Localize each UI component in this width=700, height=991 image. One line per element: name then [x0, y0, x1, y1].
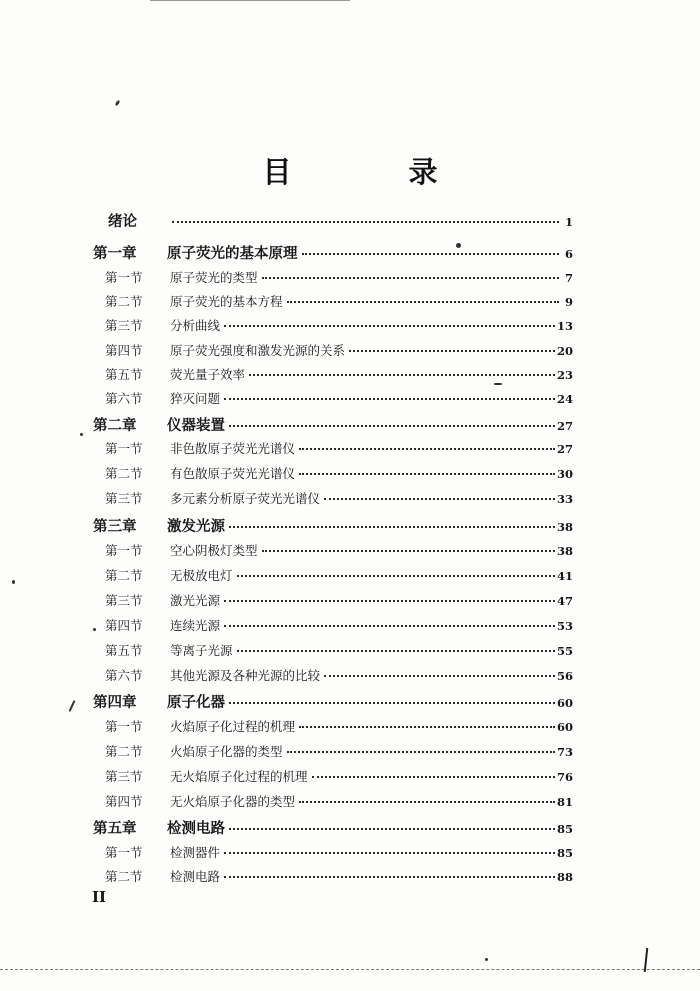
dot-leader [299, 438, 555, 450]
dot-leader [224, 842, 555, 854]
entry-label: 第二节 [105, 568, 143, 583]
page-number: 41 [556, 569, 573, 583]
page-number: 27 [556, 419, 573, 433]
page-number: 13 [556, 319, 573, 333]
toc-entry-section [105, 566, 573, 590]
page-number: 85 [556, 846, 573, 860]
entry-label: 第四章 [93, 695, 137, 711]
toc-entry-section [105, 767, 573, 791]
entry-label: 第二节 [105, 466, 143, 481]
entry-label: 第一节 [105, 543, 143, 558]
dot-leader [224, 388, 555, 400]
dot-leader [237, 640, 555, 652]
dot-leader [312, 766, 555, 778]
page-number: 23 [556, 368, 573, 382]
entry-title: 仪器装置 [167, 418, 225, 434]
entry-title: 非色散原子荧光光谱仪 [170, 441, 296, 456]
entry-title: 原子荧光强度和激发光源的关系 [170, 343, 346, 358]
toc-entry-section [105, 268, 573, 292]
page-number: 85 [556, 822, 573, 836]
entry-label: 第三节 [105, 318, 143, 333]
top-edge-rule [150, 0, 350, 1]
page-number: 24 [556, 392, 573, 406]
dot-leader [299, 791, 555, 803]
entry-title: 荧光量子效率 [170, 367, 246, 382]
entry-title: 原子荧光的基本方程 [170, 294, 283, 309]
scan-speck [69, 700, 76, 712]
dot-leader [229, 415, 555, 427]
dot-leader [324, 488, 555, 500]
entry-label: 第一节 [105, 845, 143, 860]
entry-label: 第一章 [93, 246, 137, 262]
dot-leader [237, 565, 555, 577]
entry-label: 第六节 [105, 668, 143, 683]
dot-leader [224, 315, 555, 327]
entry-label: 第五节 [105, 367, 143, 382]
scan-speck [456, 243, 461, 248]
scan-speck [12, 580, 15, 584]
page-number: 73 [556, 745, 573, 759]
scan-speck [115, 100, 121, 107]
entry-label: 第二章 [93, 418, 137, 434]
toc-entry-section [105, 464, 573, 488]
entry-label: 第二节 [105, 869, 143, 884]
dot-leader [299, 716, 555, 728]
toc-entry-section [105, 341, 573, 365]
scan-speck [93, 628, 96, 631]
dot-leader [287, 291, 559, 303]
entry-label: 第五节 [105, 643, 143, 658]
dot-leader [262, 540, 555, 552]
toc-entry-chapter [93, 691, 573, 715]
entry-title: 检测电路 [167, 821, 225, 837]
toc-entry-section [105, 489, 573, 513]
page-number: 47 [556, 594, 573, 608]
entry-title: 猝灭问题 [170, 391, 221, 406]
page-number: 20 [556, 344, 573, 358]
entry-title: 空心阴极灯类型 [170, 543, 258, 558]
entry-label: 第一节 [105, 270, 143, 285]
dot-leader [299, 463, 555, 475]
dot-leader [249, 364, 555, 376]
toc-entry-section [105, 641, 573, 665]
entry-label: 第四节 [105, 794, 143, 809]
dot-leader [224, 590, 555, 602]
entry-title: 多元素分析原子荧光光谱仪 [170, 491, 321, 506]
page-number: 27 [556, 442, 573, 456]
dot-leader [229, 818, 555, 830]
entry-label: 第五章 [93, 821, 137, 837]
dot-leader [229, 516, 555, 528]
toc-entry-section [105, 292, 573, 316]
entry-title: 火焰原子化器的类型 [170, 744, 283, 759]
entry-title: 激光光源 [170, 593, 221, 608]
toc-entry-section [105, 867, 573, 891]
entry-label: 第二节 [105, 744, 143, 759]
dot-leader [172, 211, 559, 223]
entry-title: 连续光源 [170, 618, 221, 633]
entry-label: 第三节 [105, 491, 143, 506]
entry-title: 原子化器 [167, 695, 225, 711]
scan-speck [494, 383, 502, 385]
toc-entry-section [105, 742, 573, 766]
page-number: 7 [564, 271, 573, 285]
dot-leader [324, 665, 555, 677]
dot-leader [287, 741, 555, 753]
entry-label: 第三章 [93, 519, 137, 535]
entry-label: 第一节 [105, 719, 143, 734]
toc-entry-chapter [93, 515, 573, 539]
page-number: 6 [564, 247, 573, 261]
entry-label: 第四节 [105, 343, 143, 358]
entry-label: 绪论 [108, 214, 137, 230]
entry-title: 激发光源 [167, 519, 225, 535]
page-number: 38 [556, 544, 573, 558]
page-folio: II [92, 888, 107, 906]
entry-title: 等离子光源 [170, 643, 233, 658]
dot-leader [302, 243, 560, 255]
entry-label: 第三节 [105, 769, 143, 784]
toc-entry-section [105, 792, 573, 816]
entry-title: 其他光源及各种光源的比较 [170, 668, 321, 683]
toc-entry-section [105, 843, 573, 867]
toc-entry-section [105, 541, 573, 565]
page-number: 60 [556, 720, 573, 734]
page-number: 9 [564, 295, 573, 309]
entry-title: 无火焰原子化过程的机理 [170, 769, 308, 784]
entry-title: 原子荧光的类型 [170, 270, 258, 285]
toc-entry-section [105, 717, 573, 741]
page-number: 55 [556, 644, 573, 658]
page-number: 56 [556, 669, 573, 683]
entry-title: 检测电路 [170, 869, 221, 884]
toc-entry-section [105, 439, 573, 463]
entry-label: 第六节 [105, 391, 143, 406]
toc-entry-chapter [93, 817, 573, 841]
page-number: 1 [564, 215, 573, 229]
page-title: 目 录 [262, 155, 482, 189]
entry-label: 第四节 [105, 618, 143, 633]
page-number: 60 [556, 696, 573, 710]
toc-entry-section [105, 666, 573, 690]
entry-title: 无极放电灯 [170, 568, 233, 583]
page-number: 88 [556, 870, 573, 884]
entry-title: 火焰原子化过程的机理 [170, 719, 296, 734]
toc-entry-section [105, 591, 573, 615]
scan-bottom-edge [0, 969, 700, 970]
toc-entry-intro [108, 210, 573, 234]
page-number: 81 [556, 795, 573, 809]
toc-entry-section [105, 389, 573, 413]
dot-leader [349, 340, 555, 352]
dot-leader [229, 692, 555, 704]
toc-entry-section [105, 316, 573, 340]
toc-entry-section [105, 616, 573, 640]
page-number: 30 [556, 467, 573, 481]
entry-label: 第一节 [105, 441, 143, 456]
entry-label: 第二节 [105, 294, 143, 309]
page-number: 38 [556, 520, 573, 534]
entry-title: 无火焰原子化器的类型 [170, 794, 296, 809]
entry-title: 分析曲线 [170, 318, 221, 333]
dot-leader [224, 615, 555, 627]
page-number: 53 [556, 619, 573, 633]
dot-leader [224, 866, 555, 878]
page-number: 33 [556, 492, 573, 506]
scan-speck [485, 958, 488, 961]
scan-speck [80, 433, 83, 436]
entry-title: 检测器件 [170, 845, 221, 860]
toc-entry-section [105, 365, 573, 389]
toc-entry-chapter [93, 414, 573, 438]
page-number: 76 [556, 770, 573, 784]
entry-label: 第三节 [105, 593, 143, 608]
entry-title: 有色散原子荧光光谱仪 [170, 466, 296, 481]
dot-leader [262, 267, 559, 279]
entry-title: 原子荧光的基本原理 [167, 246, 298, 262]
toc-entry-chapter [93, 242, 573, 266]
